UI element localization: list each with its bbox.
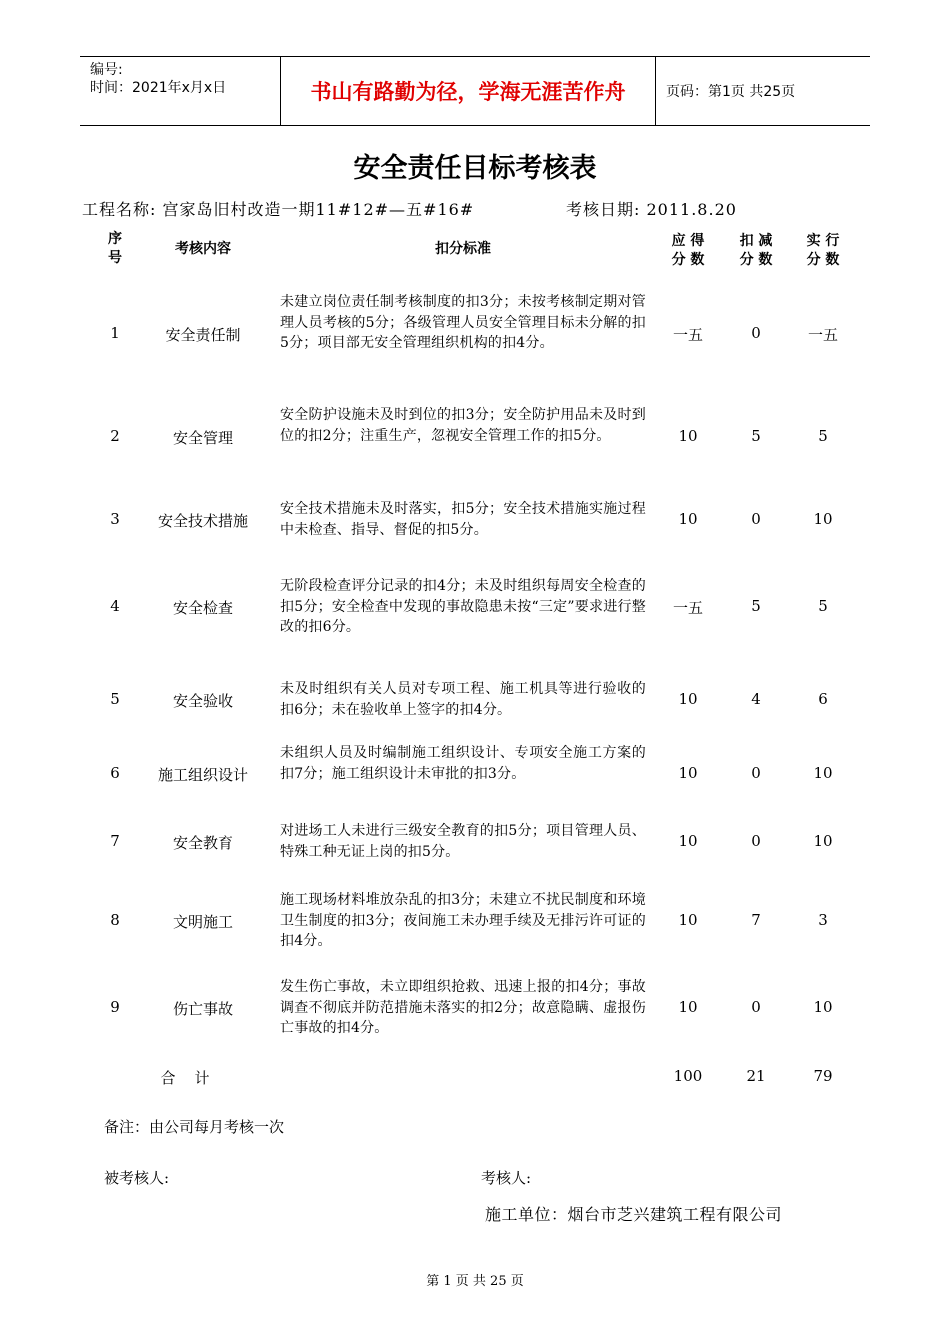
row-criteria: 未组织人员及时编制施工组织设计、专项安全施工方案的扣7分；施工组织设计未审批的扣3分。 (280, 745, 646, 782)
assessment-date-value: 2011.8.20 (646, 200, 737, 219)
row-seq: 9 (110, 998, 120, 1016)
assessment-date (566, 197, 737, 220)
column-header-content: 考核内容 (175, 241, 231, 257)
row-actual-score: 10 (813, 998, 833, 1016)
row-criteria: 施工现场材料堆放杂乱的扣3分；未建立不扰民制度和环境卫生制度的扣3分；夜间施工未办理手续及无排污许可证的扣4分。 (280, 892, 646, 949)
row-deduct-score: 5 (751, 597, 761, 615)
row-criteria: 发生伤亡事故，未立即组织抢救、迅速上报的扣4分；事故调查不彻底并防范措施未落实的扣2分；故意隐瞒、虚报伤亡事故的扣4分。 (280, 979, 646, 1036)
project-name (82, 197, 474, 220)
row-criteria: 对进场工人未进行三级安全教育的扣5分；项目管理人员、特殊工种无证上岗的扣5分。 (280, 823, 646, 860)
row-content: 安全教育 (172, 834, 233, 852)
row-seq: 6 (110, 764, 120, 782)
total-actual-score: 79 (813, 1067, 833, 1085)
column-header-actual-score: 实 行 分 数 (806, 233, 840, 268)
row-due-score: 10 (678, 911, 698, 929)
row-due-score: 一五 (672, 599, 703, 617)
row-seq: 7 (110, 832, 120, 850)
row-content: 安全管理 (172, 429, 233, 447)
row-due-score: 10 (678, 832, 698, 850)
row-actual-score: 3 (818, 911, 828, 929)
row-seq: 4 (110, 597, 120, 615)
row-content: 安全技术措施 (157, 512, 248, 530)
row-criteria: 未及时组织有关人员对专项工程、施工机具等进行验收的扣6分；未在验收单上签字的扣4分。 (280, 681, 646, 718)
row-actual-score: 6 (818, 690, 828, 708)
row-deduct-score: 0 (751, 324, 761, 342)
row-actual-score: 10 (813, 764, 833, 782)
row-due-score: 10 (678, 998, 698, 1016)
page-footer: 第 1 页 共 25 页 (426, 1274, 524, 1289)
row-criteria: 未建立岗位责任制考核制度的扣3分；未按考核制定期对管理人员考核的5分；各级管理人员安全管理目标未分解的扣5分；项目部无安全管理组织机构的扣4分。 (280, 294, 646, 351)
row-criteria: 安全技术措施未及时落实，扣5分；安全技术措施实施过程中未检查、指导、督促的扣5分。 (280, 501, 646, 538)
motto: 书山有路勤为径，学海无涯苦作舟 (280, 57, 656, 125)
row-deduct-score: 7 (751, 911, 761, 929)
header-banner (80, 56, 870, 126)
row-deduct-score: 4 (751, 690, 761, 708)
row-seq: 2 (110, 427, 120, 445)
row-seq: 5 (110, 690, 120, 708)
assessor-label: 考核人: (481, 1169, 532, 1187)
assessment-date-label: 考核日期: (566, 200, 641, 219)
row-content: 安全验收 (172, 692, 233, 710)
row-seq: 3 (110, 510, 120, 528)
column-header-deduct-score: 扣 减 分 数 (739, 233, 773, 268)
row-due-score: 10 (678, 510, 698, 528)
row-criteria: 安全防护设施未及时到位的扣3分；安全防护用品未及时到位的扣2分；注重生产，忽视安全管理工作的扣5分。 (280, 407, 646, 444)
page-title: 安全责任目标考核表 (353, 153, 597, 184)
row-seq: 1 (110, 324, 120, 342)
row-actual-score: 5 (818, 597, 828, 615)
row-due-score: 10 (678, 427, 698, 445)
row-deduct-score: 0 (751, 998, 761, 1016)
row-actual-score: 5 (818, 427, 828, 445)
row-actual-score: 10 (813, 510, 833, 528)
row-deduct-score: 0 (751, 510, 761, 528)
row-content: 安全责任制 (165, 326, 241, 344)
construction-unit: 施工单位：烟台市芝兴建筑工程有限公司 (485, 1205, 783, 1224)
row-due-score: 10 (678, 764, 698, 782)
column-header-criteria: 扣分标准 (435, 241, 491, 257)
remark: 备注：由公司每月考核一次 (104, 1118, 285, 1136)
row-due-score: 一五 (672, 326, 703, 344)
document-time-label: 时间：2021年x月x日 (90, 80, 227, 96)
row-deduct-score: 0 (751, 832, 761, 850)
row-content: 文明施工 (172, 913, 233, 931)
row-content: 施工组织设计 (157, 766, 248, 784)
row-content: 伤亡事故 (172, 1000, 233, 1018)
row-seq: 8 (110, 911, 120, 929)
row-due-score: 10 (678, 690, 698, 708)
row-deduct-score: 5 (751, 427, 761, 445)
row-content: 安全检查 (172, 599, 233, 617)
row-actual-score: 10 (813, 832, 833, 850)
total-label: 合 计 (160, 1069, 210, 1087)
row-criteria: 无阶段检查评分记录的扣4分；未及时组织每周安全检查的扣5分；安全检查中发现的事故隐患未按“三定”要求进行整改的扣6分。 (280, 578, 646, 635)
header-meta (80, 57, 280, 125)
assessed-person-label: 被考核人: (104, 1169, 170, 1187)
project-name-value: 宫家岛旧村改造一期11#12#—五#16# (162, 200, 475, 219)
page-indicator: 页码：第1页 共25页 (666, 84, 796, 100)
total-due-score: 100 (673, 1067, 703, 1085)
total-deduct-score: 21 (746, 1067, 766, 1085)
row-actual-score: 一五 (807, 326, 838, 344)
column-header-seq: 序 号 (108, 231, 122, 266)
document-number-label: 编号: (90, 62, 123, 78)
row-deduct-score: 0 (751, 764, 761, 782)
column-header-due-score: 应 得 分 数 (671, 233, 705, 268)
project-name-label: 工程名称: (82, 200, 157, 219)
